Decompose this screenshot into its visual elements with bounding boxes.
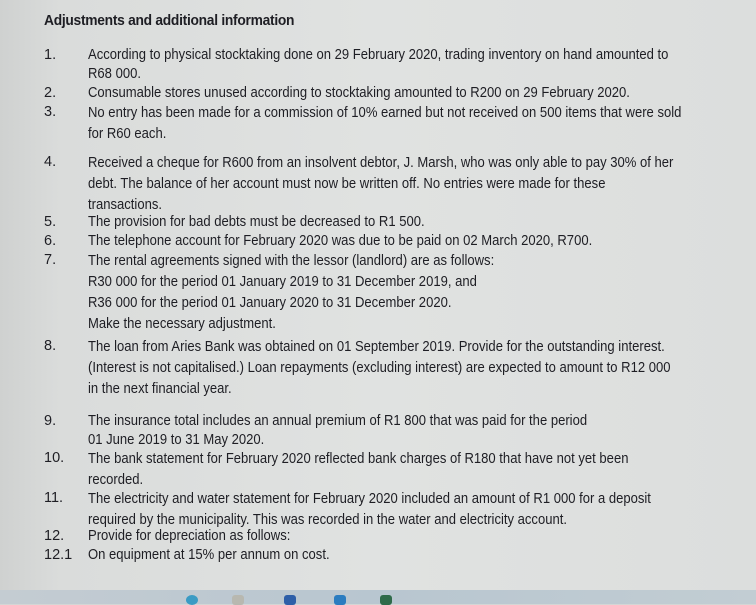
item-number: 4. (44, 154, 57, 170)
item-text-line: On equipment at 15% per annum on cost. (88, 547, 330, 563)
item-text-line: Consumable stores unused according to stocktaking amounted to R200 on 29 February 2020. (88, 85, 630, 101)
list-item (44, 153, 756, 216)
item-number: 3. (44, 104, 57, 120)
item-text (88, 153, 754, 216)
item-number: 8. (44, 338, 57, 354)
item-text-line: (Interest is not capitalised.) Loan repayments (excluding interest) are expected to amount to R12 000 (88, 360, 671, 376)
taskbar (0, 590, 756, 604)
item-number: 2. (44, 85, 57, 101)
list-item (44, 232, 756, 251)
list-item (44, 103, 756, 145)
list-item (44, 337, 756, 400)
item-text-line: 01 June 2019 to 31 May 2020. (88, 431, 265, 448)
item-number: 10. (44, 450, 65, 466)
item-number: 5. (44, 214, 57, 230)
item-number: 7. (44, 252, 57, 268)
item-text-line: R30 000 for the period 01 January 2019 to 31 December 2019, and (88, 274, 477, 290)
list-item (44, 449, 756, 491)
item-text-line: The loan from Aries Bank was obtained on 01 September 2019. Provide for the outstanding interest. (88, 339, 665, 355)
list-item (44, 412, 756, 450)
item-text (88, 412, 754, 450)
item-text-line: Provide for depreciation as follows: (88, 528, 291, 544)
item-text (88, 449, 754, 491)
list-item (44, 46, 756, 84)
item-text-line: The rental agreements signed with the lessor (landlord) are as follows: (88, 253, 495, 269)
list-item (44, 546, 756, 565)
item-text (88, 232, 754, 251)
item-text-line: Make the necessary adjustment. (88, 316, 276, 332)
item-text-line: R68 000. (88, 65, 141, 82)
item-text-line: The provision for bad debts must be decreased to R1 500. (88, 214, 425, 230)
item-text (88, 84, 754, 103)
item-text (88, 251, 754, 335)
item-text-line: According to physical stocktaking done on 29 February 2020, trading inventory on hand amounted to (88, 47, 669, 63)
item-text-line: No entry has been made for a commission of 10% earned but not received on 500 items that were sold (88, 105, 682, 121)
list-item (44, 213, 756, 232)
item-text-line: recorded. (88, 472, 144, 488)
item-text-line: debt. The balance of her account must now be written off. No entries were made for these (88, 176, 606, 192)
item-text (88, 46, 754, 84)
item-number: 12. (44, 528, 65, 544)
item-number: 1. (44, 47, 57, 63)
item-number: 11. (44, 490, 64, 506)
item-number: 12.1 (44, 547, 73, 563)
item-text (88, 489, 754, 531)
item-text (88, 213, 754, 232)
item-text-line: The electricity and water statement for February 2020 included an amount of R1 000 for a deposit (88, 491, 651, 507)
item-text-line: for R60 each. (88, 126, 167, 142)
item-text-line: in the next financial year. (88, 381, 232, 397)
list-item (44, 489, 756, 531)
item-number: 9. (44, 413, 57, 429)
list-item (44, 84, 756, 103)
item-text-line: Received a cheque for R600 from an insolvent debtor, J. Marsh, who was only able to pay 30% of her (88, 155, 674, 171)
item-text (88, 337, 754, 400)
item-text-line: The telephone account for February 2020 was due to be paid on 02 March 2020, R700. (88, 233, 593, 249)
item-text (88, 103, 754, 145)
list-item (44, 251, 756, 335)
item-text (88, 546, 754, 565)
item-text-line: transactions. (88, 197, 162, 213)
item-text-line: The insurance total includes an annual premium of R1 800 that was paid for the period (88, 413, 588, 429)
item-text-line: The bank statement for February 2020 reflected bank charges of R180 that have not yet been (88, 451, 629, 467)
item-text-line: required by the municipality. This was recorded in the water and electricity account. (88, 512, 567, 528)
item-number: 6. (44, 233, 57, 249)
page-title: Adjustments and additional information (44, 12, 295, 29)
item-text-line: R36 000 for the period 01 January 2020 to 31 December 2020. (88, 295, 452, 311)
list-item (44, 527, 756, 546)
item-text (88, 527, 754, 546)
